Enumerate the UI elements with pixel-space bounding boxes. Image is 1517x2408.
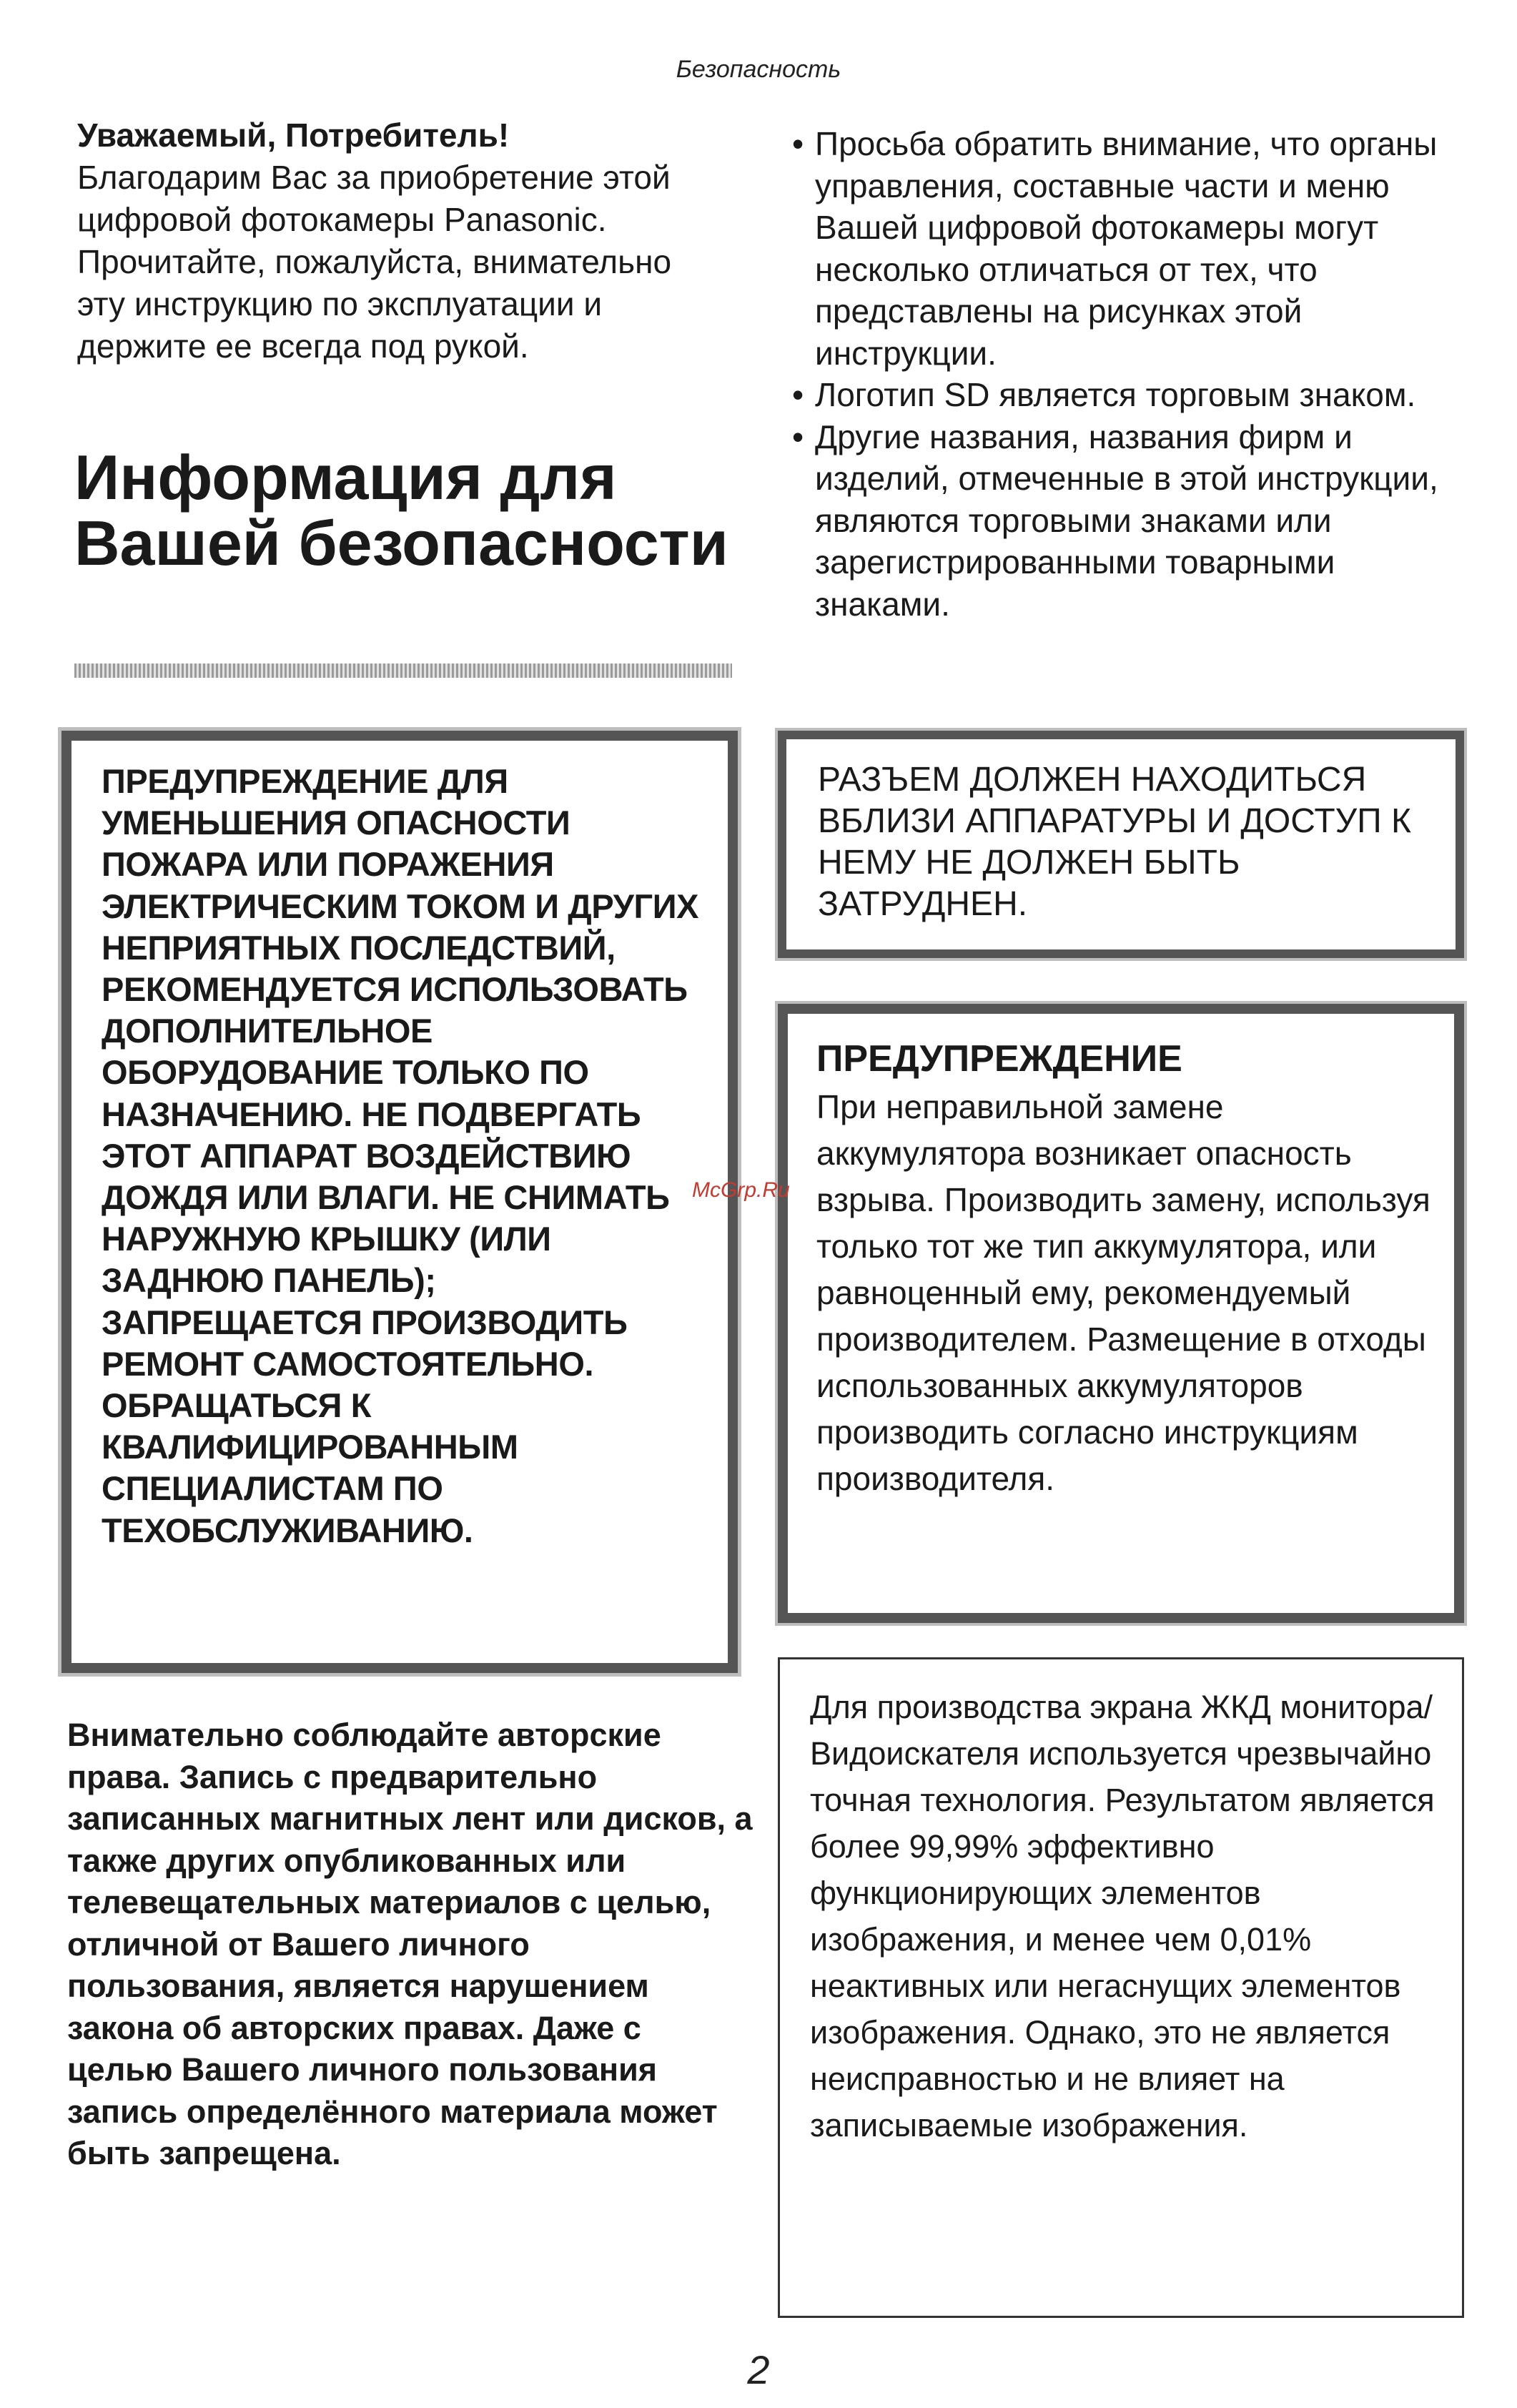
greeting-salutation: Уважаемый, Потребитель! <box>77 117 510 154</box>
fire-shock-warning-box <box>61 731 738 1673</box>
fire-shock-warning-text: ПРЕДУПРЕЖДЕНИЕ ДЛЯ УМЕНЬШЕНИЯ ОПАСНОСТИ ПОЖАРА ИЛИ ПОРАЖЕНИЯ ЭЛЕКТРИЧЕСКИМ ТОКОМ И ДРУГИХ НЕПРИЯТНЫХ ПОСЛЕДСТВИЙ, РЕКОМЕНДУЕТСЯ ИСПОЛЬЗОВАТЬ ДОПОЛНИТЕЛЬНОЕ ОБОРУДОВАНИЕ ТОЛЬКО ПО НАЗНАЧЕНИЮ. НЕ ПОДВЕРГАТЬ ЭТОТ АППАРАТ ВОЗДЕЙСТВИЮ ДОЖДЯ ИЛИ ВЛАГИ. НЕ СНИМАТЬ НАРУЖНУЮ КРЫШКУ (ИЛИ ЗАДНЮЮ ПАНЕЛЬ); ЗАПРЕЩАЕТСЯ ПРОИЗВОДИТЬ РЕМОНТ САМОСТОЯТЕЛЬНО. ОБРАЩАТЬСЯ К КВАЛИФИЦИРОВАННЫМ СПЕЦИАЛИСТАМ ПО ТЕХОБСЛУЖИВАНИЮ. <box>102 762 699 1549</box>
watermark: McGrp.Ru <box>692 1178 790 1202</box>
battery-warning-text: При неправильной замене аккумулятора возникает опасность взрыва. Производить замену, используя только тот же тип аккумулятора, или равноценный ему, рекомендуемый производителем. Размещение в отходы использованных аккумуляторов производить согласно инструкциям производителя. <box>816 1088 1430 1497</box>
battery-warning-title: ПРЕДУПРЕЖДЕНИЕ <box>816 1038 1182 1080</box>
note-item: • Просьба обратить внимание, что органы управления, составные части и меню Вашей цифровой фотокамеры могут несколько отличаться от тех, что представлены на рисунках этой инструкции. <box>792 123 1478 374</box>
title-underline <box>74 663 732 678</box>
page-header: Безопасность <box>676 56 841 83</box>
plug-notice-text: РАЗЪЕМ ДОЛЖЕН НАХОДИТЬСЯ ВБЛИЗИ АППАРАТУРЫ И ДОСТУП К НЕМУ НЕ ДОЛЖЕН БЫТЬ ЗАТРУДНЕН. <box>818 761 1411 923</box>
greeting-body: Благодарим Вас за приобретение этой цифровой фотокамеры Panasonic. Прочитайте, пожалуйста, внимательно эту инструкцию по эксплуатации и держите ее всегда под рукой. <box>77 159 672 365</box>
greeting-paragraph <box>77 114 721 367</box>
note-item: • Логотип SD является торговым знаком. <box>792 374 1478 416</box>
lcd-notice-text: Для производства экрана ЖКД монитора/Видоискателя используется чрезвычайно точная технология. Результатом является более 99,99% эффективно функционирующих элементов изображения, и менее чем 0,01% неактивных или негаснущих элементов изображения. Однако, это не является неисправностью и не влияет на записываемые изображения. <box>810 1689 1435 2143</box>
notes-list <box>792 123 1478 625</box>
note-item: • Другие названия, названия фирм и изделий, отмеченные в этой инструкции, являются торговыми знаками или зарегистрированными товарными знаками. <box>792 416 1478 626</box>
lcd-notice-box <box>778 1657 1464 2318</box>
section-title: Информация для Вашей безопасности <box>74 442 728 578</box>
page-number: 2 <box>747 2347 770 2392</box>
battery-warning-box <box>778 1004 1464 1623</box>
plug-notice-box <box>778 731 1464 958</box>
copyright-notice: Внимательно соблюдайте авторские права. Запись с предварительно записанных магнитных лент или дисков, а также других опубликованных или телевещательных материалов с целью, отличной от Вашего личного пользования, является нарушением закона об авторских правах. Даже с целью Вашего личного пользования запись определённого материала может быть запрещена. <box>67 1717 753 2171</box>
